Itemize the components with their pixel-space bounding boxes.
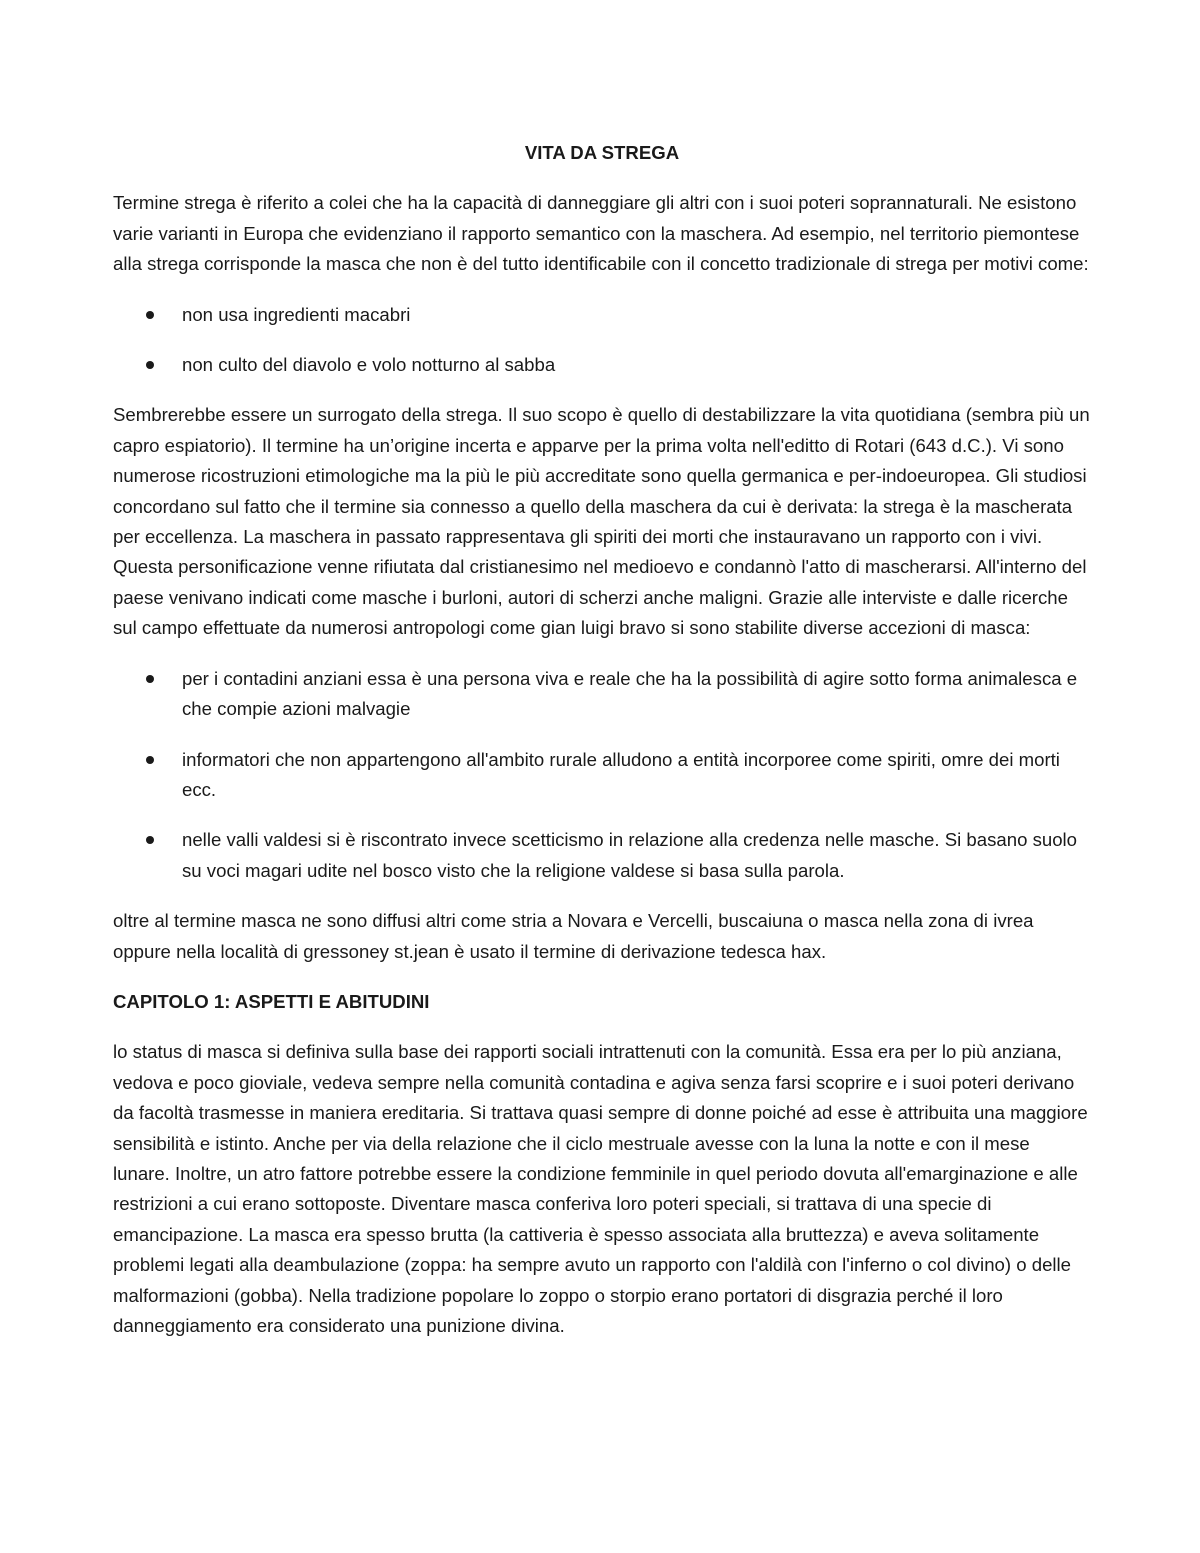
list-item-text: non usa ingredienti macabri <box>182 303 411 325</box>
chapter-heading: CAPITOLO 1: ASPETTI E ABITUDINI <box>113 990 430 1012</box>
body-paragraph-3: oltre al termine masca ne sono diffusi altri come stria a Novara e Vercelli, buscaiuna o masca nella zona di ivrea oppure nella località di gressoney st.jean è usato il termine di derivazione tedesca hax. <box>113 910 1034 962</box>
list-item <box>113 825 1091 886</box>
list-item-text: informatori che non appartengono all'ambito rurale alludono a entità incorporee come spiriti, omre dei morti ecc. <box>182 748 1060 800</box>
list-item-text: non culto del diavolo e volo notturno al sabba <box>182 354 556 376</box>
bullet-list-2 <box>113 664 1091 886</box>
bullet-icon <box>146 361 154 369</box>
list-item <box>113 745 1091 806</box>
list-item <box>113 350 1091 380</box>
bullet-icon <box>146 836 154 844</box>
bullet-icon <box>146 756 154 764</box>
body-paragraph-2: Sembrerebbe essere un surrogato della strega. Il suo scopo è quello di destabilizzare la vita quotidiana (sembra più un capro espiatorio). Il termine ha un’origine incerta e apparve per la prima volta nell'editto di Rotari (643 d.C.). Vi sono numerose ricostruzioni etimologiche ma la più le più accreditate sono quella germanica e per-indoeuropea. Gli studiosi concordano sul fatto che il termine sia connesso a quello della maschera da cui è derivata: la strega è la mascherata per eccellenza. La maschera in passato rappresentava gli spiriti dei morti che instauravano un rapporto con i vivi. Questa personificazione venne rifiutata dal cristianesimo nel medioevo e condannò l'atto di mascherarsi. All'interno del paese venivano indicati come masche i burloni, autori di scherzi anche maligni. Grazie alle interviste e dalle ricerche sul campo effettuate da numerosi antropologi come gian luigi bravo si sono stabilite diverse accezioni di masca: <box>113 404 1090 639</box>
bullet-list-1 <box>113 300 1091 381</box>
bullet-icon <box>146 311 154 319</box>
list-item <box>113 300 1091 330</box>
list-item-text: per i contadini anziani essa è una persona viva e reale che ha la possibilità di agire sotto forma animalesca e che compie azioni malvagie <box>182 667 1078 720</box>
intro-paragraph: Termine strega è riferito a colei che ha la capacità di danneggiare gli altri con i suoi poteri soprannaturali. Ne esistono varie varianti in Europa che evidenziano il rapporto semantico con la maschera. Ad esempio, nel territorio piemontese alla strega corrisponde la masca che non è del tutto identificabile con il concetto tradizionale di strega per motivi come: <box>113 192 1089 275</box>
document-title: VITA DA STREGA <box>524 142 680 163</box>
body-paragraph-4: lo status di masca si definiva sulla base dei rapporti sociali intrattenuti con la comunità. Essa era per lo più anziana, vedova e poco gioviale, vedeva sempre nella comunità contadina e agiva senza farsi scoprire e i suoi poteri derivano da facoltà trasmesse in maniera ereditaria. Si trattava quasi sempre di donne poiché ad esse è attribuita una maggiore sensibilità e istinto. Anche per via della relazione che il ciclo mestruale avesse con la luna la notte e con il mese lunare. Inoltre, un atro fattore potrebbe essere la condizione femminile in quel periodo dovuta all'emarginazione e alle restrizioni a cui erano sottoposte. Diventare masca conferiva loro poteri speciali, si trattava di una specie di emancipazione. La masca era spesso brutta (la cattiveria è spesso associata alla bruttezza) e aveva solitamente problemi legati alla deambulazione (zoppa: ha sempre avuto un rapporto con l'aldilà con l'inferno o col divino) o delle malformazioni (gobba). Nella tradizione popolare lo zoppo o storpio erano portatori di disgrazia perché il loro danneggiamento era considerato una punizione divina. <box>113 1041 1088 1336</box>
bullet-icon <box>146 675 154 683</box>
list-item-text: nelle valli valdesi si è riscontrato invece scetticismo in relazione alla credenza nelle masche. Si basano suolo su voci magari udite nel bosco visto che la religione valdese si basa sulla parola. <box>182 829 1078 881</box>
document-page <box>113 138 1091 1361</box>
list-item <box>113 664 1091 725</box>
